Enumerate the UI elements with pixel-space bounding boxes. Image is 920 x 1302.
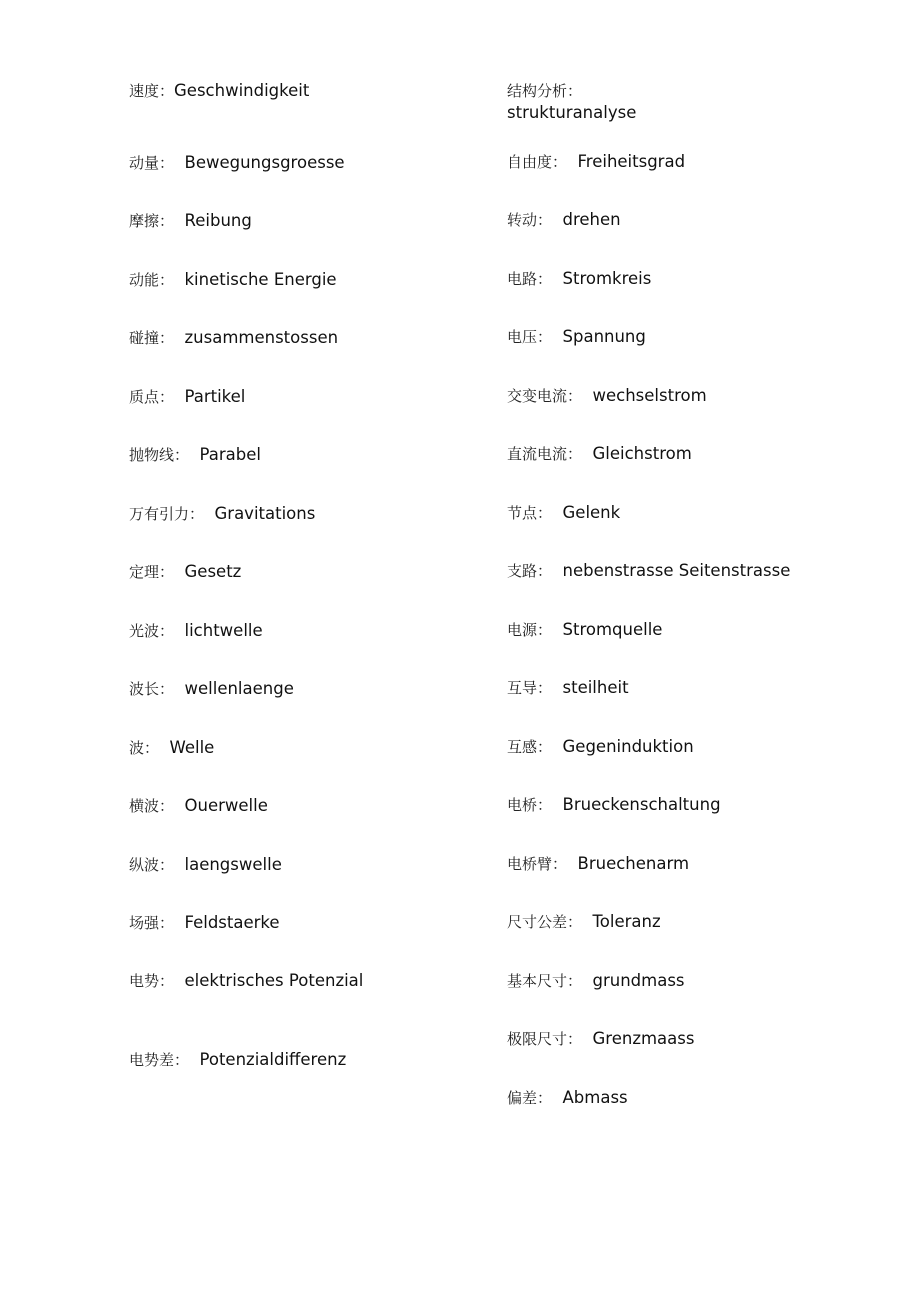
german-term: kinetische Energie	[174, 270, 337, 289]
chinese-term: 波：	[129, 739, 160, 757]
german-term: strukturanalyse	[507, 103, 637, 122]
glossary-entry	[129, 386, 245, 408]
german-term: nebenstrasse Seitenstrasse	[552, 561, 791, 580]
chinese-term: 动量：	[129, 154, 175, 172]
chinese-term: 节点：	[507, 504, 553, 522]
chinese-term: 直流电流：	[507, 445, 583, 463]
chinese-term: 质点：	[129, 388, 175, 406]
chinese-term: 横波：	[129, 797, 175, 815]
german-term: Toleranz	[582, 912, 661, 931]
chinese-term: 纵波：	[129, 856, 175, 874]
glossary-entry	[129, 970, 364, 992]
chinese-term: 波长：	[129, 680, 175, 698]
glossary-entry	[129, 210, 252, 232]
chinese-term: 互导：	[507, 679, 553, 697]
german-term: Grenzmaass	[582, 1029, 695, 1048]
glossary-entry	[507, 443, 692, 465]
glossary-entry	[507, 736, 694, 758]
chinese-term: 电路：	[507, 270, 553, 288]
german-term: wellenlaenge	[174, 679, 294, 698]
german-term: Bewegungsgroesse	[174, 153, 345, 172]
chinese-term: 场强：	[129, 914, 175, 932]
glossary-entry	[129, 620, 263, 642]
chinese-term: 电势：	[129, 972, 175, 990]
glossary-entry	[507, 677, 629, 699]
glossary-entry	[507, 1028, 694, 1050]
chinese-term: 电桥：	[507, 796, 553, 814]
german-term: Welle	[159, 738, 215, 757]
glossary-entry	[129, 561, 241, 583]
german-term: Ouerwelle	[174, 796, 268, 815]
german-term: lichtwelle	[174, 621, 263, 640]
glossary-entry	[507, 326, 646, 348]
chinese-term: 电源：	[507, 621, 553, 639]
glossary-entry	[129, 912, 280, 934]
chinese-term: 偏差：	[507, 1089, 553, 1107]
glossary-entry	[507, 502, 620, 524]
chinese-term: 结构分析：	[507, 82, 583, 100]
glossary-entry	[507, 385, 707, 407]
chinese-term: 交变电流：	[507, 387, 583, 405]
chinese-term: 支路：	[507, 562, 553, 580]
glossary-entry	[129, 795, 268, 817]
german-term: laengswelle	[174, 855, 282, 874]
glossary-entry	[507, 911, 661, 933]
glossary-entry	[129, 678, 294, 700]
glossary-entry	[129, 152, 345, 174]
german-term: Potenzialdifferenz	[189, 1050, 347, 1069]
chinese-term: 定理：	[129, 563, 175, 581]
chinese-term: 摩擦：	[129, 212, 175, 230]
german-term: Feldstaerke	[174, 913, 280, 932]
german-term: Spannung	[552, 327, 646, 346]
german-term: Freiheitsgrad	[567, 152, 686, 171]
glossary-entry	[507, 268, 651, 290]
german-term: Reibung	[174, 211, 252, 230]
german-term: Gleichstrom	[582, 444, 692, 463]
glossary-entry	[129, 1049, 346, 1071]
chinese-term: 动能：	[129, 271, 175, 289]
chinese-term: 光波：	[129, 622, 175, 640]
glossary-entry	[507, 970, 685, 992]
chinese-term: 电压：	[507, 328, 553, 346]
glossary-entry	[129, 80, 309, 102]
german-term: Gesetz	[174, 562, 242, 581]
german-term: wechselstrom	[582, 386, 707, 405]
german-term: Partikel	[174, 387, 246, 406]
german-term: Brueckenschaltung	[552, 795, 721, 814]
german-term: Gravitations	[204, 504, 316, 523]
german-term: Parabel	[189, 445, 261, 464]
chinese-term: 基本尺寸：	[507, 972, 583, 990]
german-term: elektrisches Potenzial	[174, 971, 364, 990]
german-term: Abmass	[552, 1088, 628, 1107]
chinese-term: 抛物线：	[129, 446, 190, 464]
glossary-entry	[129, 737, 214, 759]
german-term: Bruechenarm	[567, 854, 690, 873]
german-term: grundmass	[582, 971, 685, 990]
chinese-term: 自由度：	[507, 153, 568, 171]
chinese-term: 转动：	[507, 211, 553, 229]
chinese-term: 速度：	[129, 82, 175, 100]
glossary-entry	[129, 503, 315, 525]
german-term: Gegeninduktion	[552, 737, 694, 756]
chinese-term: 电桥臂：	[507, 855, 568, 873]
german-term: drehen	[552, 210, 621, 229]
glossary-entry	[507, 151, 685, 173]
glossary-entry	[129, 854, 282, 876]
german-term: Geschwindigkeit	[174, 81, 310, 100]
glossary-entry	[507, 619, 662, 641]
chinese-term: 万有引力：	[129, 505, 205, 523]
glossary-entry	[507, 853, 689, 875]
german-term: steilheit	[552, 678, 629, 697]
glossary-entry	[507, 560, 790, 582]
glossary-entry	[129, 327, 338, 349]
chinese-term: 互感：	[507, 738, 553, 756]
glossary-entry	[507, 209, 621, 231]
chinese-term: 碰撞：	[129, 329, 175, 347]
glossary-entry	[507, 80, 642, 124]
glossary-entry	[129, 269, 337, 291]
german-term: Gelenk	[552, 503, 621, 522]
glossary-entry	[507, 1087, 628, 1109]
glossary-entry	[507, 794, 721, 816]
german-term: zusammenstossen	[174, 328, 339, 347]
german-term: Stromquelle	[552, 620, 663, 639]
glossary-entry	[129, 444, 261, 466]
chinese-term: 极限尺寸：	[507, 1030, 583, 1048]
chinese-term: 尺寸公差：	[507, 913, 583, 931]
chinese-term: 电势差：	[129, 1051, 190, 1069]
german-term: Stromkreis	[552, 269, 652, 288]
